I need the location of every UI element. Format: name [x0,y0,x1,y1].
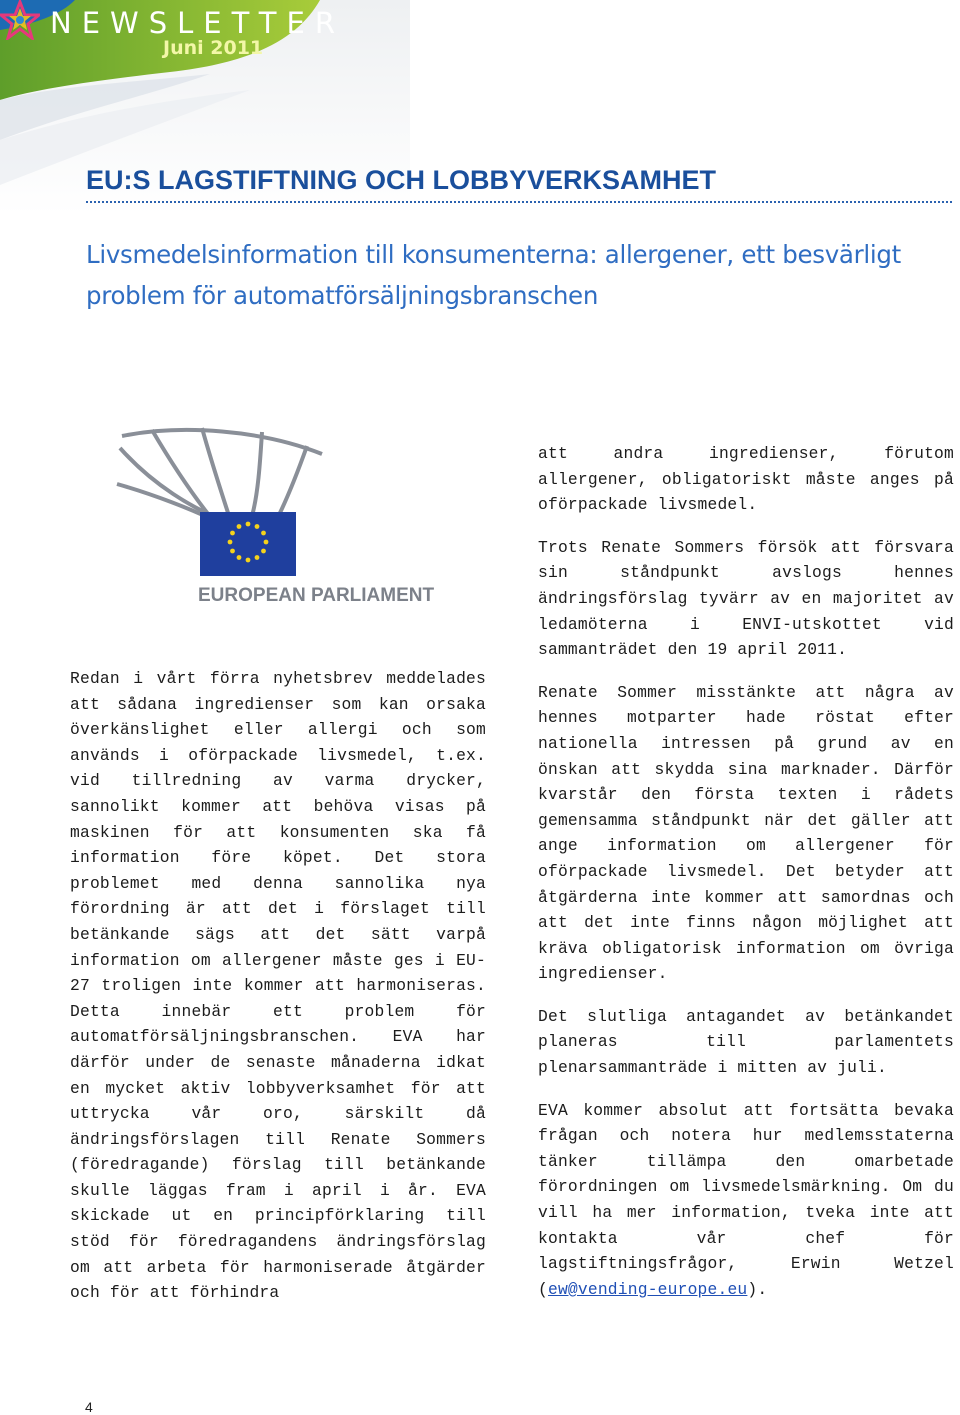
right-paragraph-3: Renate Sommer misstänkte att några av hennes motparter hade röstat efter nationella intressen på grund av en önskan att skydda sina marknader. Därför kvarstår den första texten i rådets gemensamma ståndpunkt när det gäller att ange information om allergener för oförpackade livsmedel. Det betyder att åtgärderna inte kommer att samordnas och att det inte finns någon möjlighet att kräva obligatorisk information om övriga ingredienser. [538,682,954,984]
contact-text: EVA kommer absolut att fortsätta bevaka frågan och notera hur medlemsstaterna tänker tillämpa den omarbetade förordningen om livsmedelsmärkning. Om du vill ha mer information, tveka inte att kontakta vår chef för lagstiftningsfrågor, Erwin Wetzel ( [538,1100,954,1299]
right-paragraph-5 [538,1098,954,1303]
newsletter-date: Juni 2011 [163,37,264,59]
logo-text: EUROPEAN PARLIAMENT [198,585,435,606]
contact-text-end: ). [747,1279,768,1299]
section-heading: EU:S LAGSTIFTNING OCH LOBBYVERKSAMHET [86,165,717,195]
right-column [538,441,954,1319]
dotted-divider [86,201,952,203]
left-paragraph: Redan i vårt förra nyhetsbrev meddelades att sådana ingredienser som kan orsaka överkänslighet eller allergi och som används i oförpackade livsmedel, t.ex. vid tillredning av varma drycker, sannolikt kommer att behöva visas på maskinen för att konsumenten ska få information före köpet. Det stora problemet med denna sannolika nya förordning är att det i förslaget till betänkande sägs att det sätt varpå information om allergener måste ges i EU-27 troligen inte kommer att harmoniseras. Detta innebär ett problem för automatförsäljningsbranschen. EVA har därför under de senaste månaderna idkat en mycket aktiv lobbyverksamhet för att uttrycka vår oro, särskilt då ändringsförslagen till Renate Sommers (föredragande) förslag till betänkande skulle läggas fram i april i år. EVA skickade ut en principförklaring till stöd för föredragandens ändringsförslag om att arbeta för harmoniserade åtgärder och för att förhindra [70,669,486,1303]
right-paragraph-2: Trots Renate Sommers försök att försvara sin ståndpunkt avslogs hennes ändringsförslag tyvärr av en majoritet av ledamöterna i ENVI-utskottet vid sammanträdet den 19 april 2011. [538,537,954,660]
european-parliament-logo [112,424,442,614]
star-logo-icon [0,0,40,40]
page-number: 4 [85,1399,93,1415]
parliament-emblem-icon [112,424,442,614]
left-column [70,666,486,1323]
newsletter-title: NEWSLETTER [50,6,345,40]
right-paragraph-4: Det slutliga antagandet av betänkandet planeras till parlamentets plenarsammanträde i mitten av juli. [538,1006,954,1078]
right-paragraph-1: att andra ingredienser, förutom allergener, obligatoriskt måste anges på oförpackade livsmedel. [538,444,954,515]
email-link[interactable]: ew@vending-europe.eu [547,1279,748,1299]
article-title: Livsmedelsinformation till konsumenterna: allergener, ett besvärligt problem för automatförsäljningsbranschen [86,240,901,310]
